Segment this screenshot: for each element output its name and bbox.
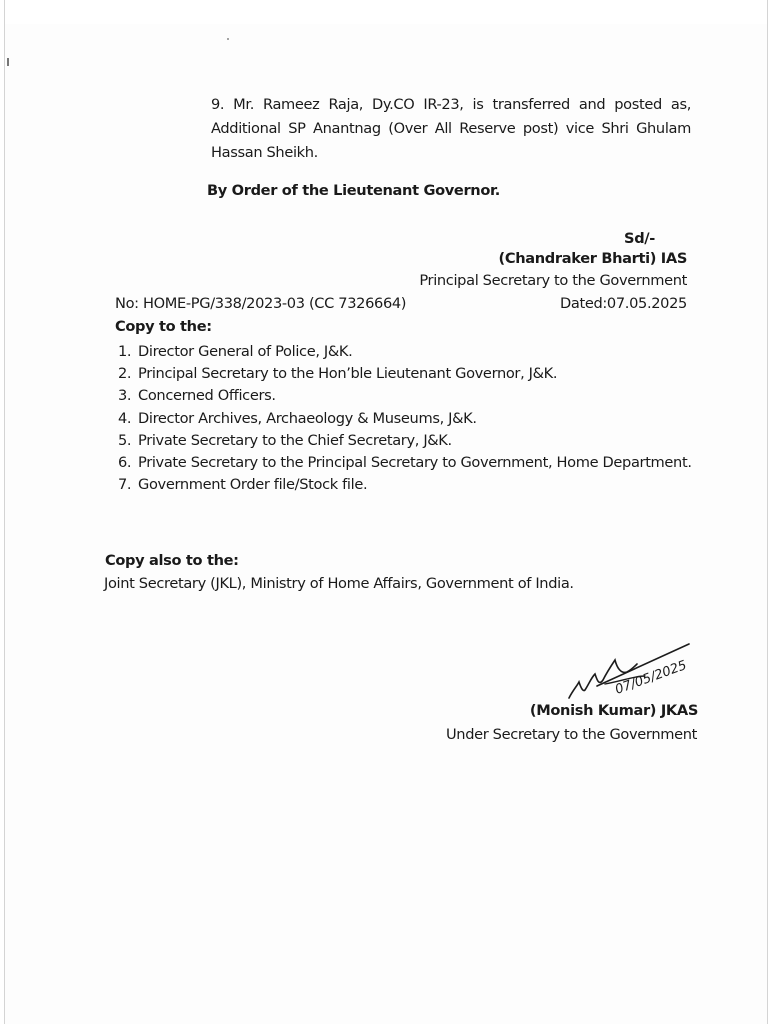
signatory-1-designation: Principal Secretary to the Government bbox=[419, 272, 687, 289]
list-text: Director Archives, Archaeology & Museums, J&K. bbox=[138, 409, 477, 427]
copy-to-list bbox=[118, 341, 694, 496]
list-number: 3. bbox=[118, 387, 132, 405]
order-paragraph-9: 9. Mr. Rameez Raja, Dy.CO IR-23, is transferred and posted as, Additional SP Anantnag (Over All Reserve post) vice Shri Ghulam Hassan Sheikh. bbox=[211, 96, 691, 161]
list-item bbox=[118, 408, 694, 430]
scan-speck bbox=[227, 38, 229, 40]
sd-mark: Sd/- bbox=[624, 230, 655, 247]
handwritten-signature-icon bbox=[565, 636, 725, 706]
list-number: 6. bbox=[118, 454, 132, 472]
list-number: 2. bbox=[118, 365, 132, 383]
page-edge-mark bbox=[7, 58, 9, 66]
scanned-page bbox=[4, 0, 768, 1024]
signature-date: 07/05/2025 bbox=[613, 658, 689, 698]
list-text: Concerned Officers. bbox=[138, 387, 276, 405]
list-text: Private Secretary to the Chief Secretary, J&K. bbox=[138, 431, 452, 449]
copy-also-recipient: Joint Secretary (JKL), Ministry of Home Affairs, Government of India. bbox=[104, 575, 574, 592]
signatory-2-name: (Monish Kumar) JKAS bbox=[529, 702, 698, 719]
list-item bbox=[118, 430, 694, 452]
signatory-2-designation: Under Secretary to the Government bbox=[445, 726, 697, 743]
list-text: Private Secretary to the Principal Secretary to Government, Home Department. bbox=[138, 454, 692, 472]
list-number: 4. bbox=[118, 409, 132, 427]
list-item bbox=[118, 363, 694, 385]
list-number: 1. bbox=[118, 343, 132, 360]
list-text: Director General of Police, J&K. bbox=[138, 343, 353, 360]
copy-also-heading: Copy also to the: bbox=[105, 552, 239, 569]
list-number: 7. bbox=[118, 476, 132, 494]
signatory-1-name: (Chandraker Bharti) IAS bbox=[498, 250, 687, 267]
list-item bbox=[118, 385, 694, 407]
list-item bbox=[118, 452, 694, 474]
list-text: Principal Secretary to the Hon’ble Lieutenant Governor, J&K. bbox=[138, 365, 558, 383]
list-item bbox=[118, 474, 694, 496]
reference-number: No: HOME-PG/338/2023-03 (CC 7326664) bbox=[115, 295, 407, 312]
list-number: 5. bbox=[118, 431, 132, 449]
order-authority-line: By Order of the Lieutenant Governor. bbox=[207, 182, 500, 199]
list-text: Government Order file/Stock file. bbox=[138, 476, 368, 494]
order-date: Dated:07.05.2025 bbox=[559, 295, 687, 312]
copy-to-heading: Copy to the: bbox=[115, 318, 212, 335]
list-item bbox=[118, 341, 694, 363]
